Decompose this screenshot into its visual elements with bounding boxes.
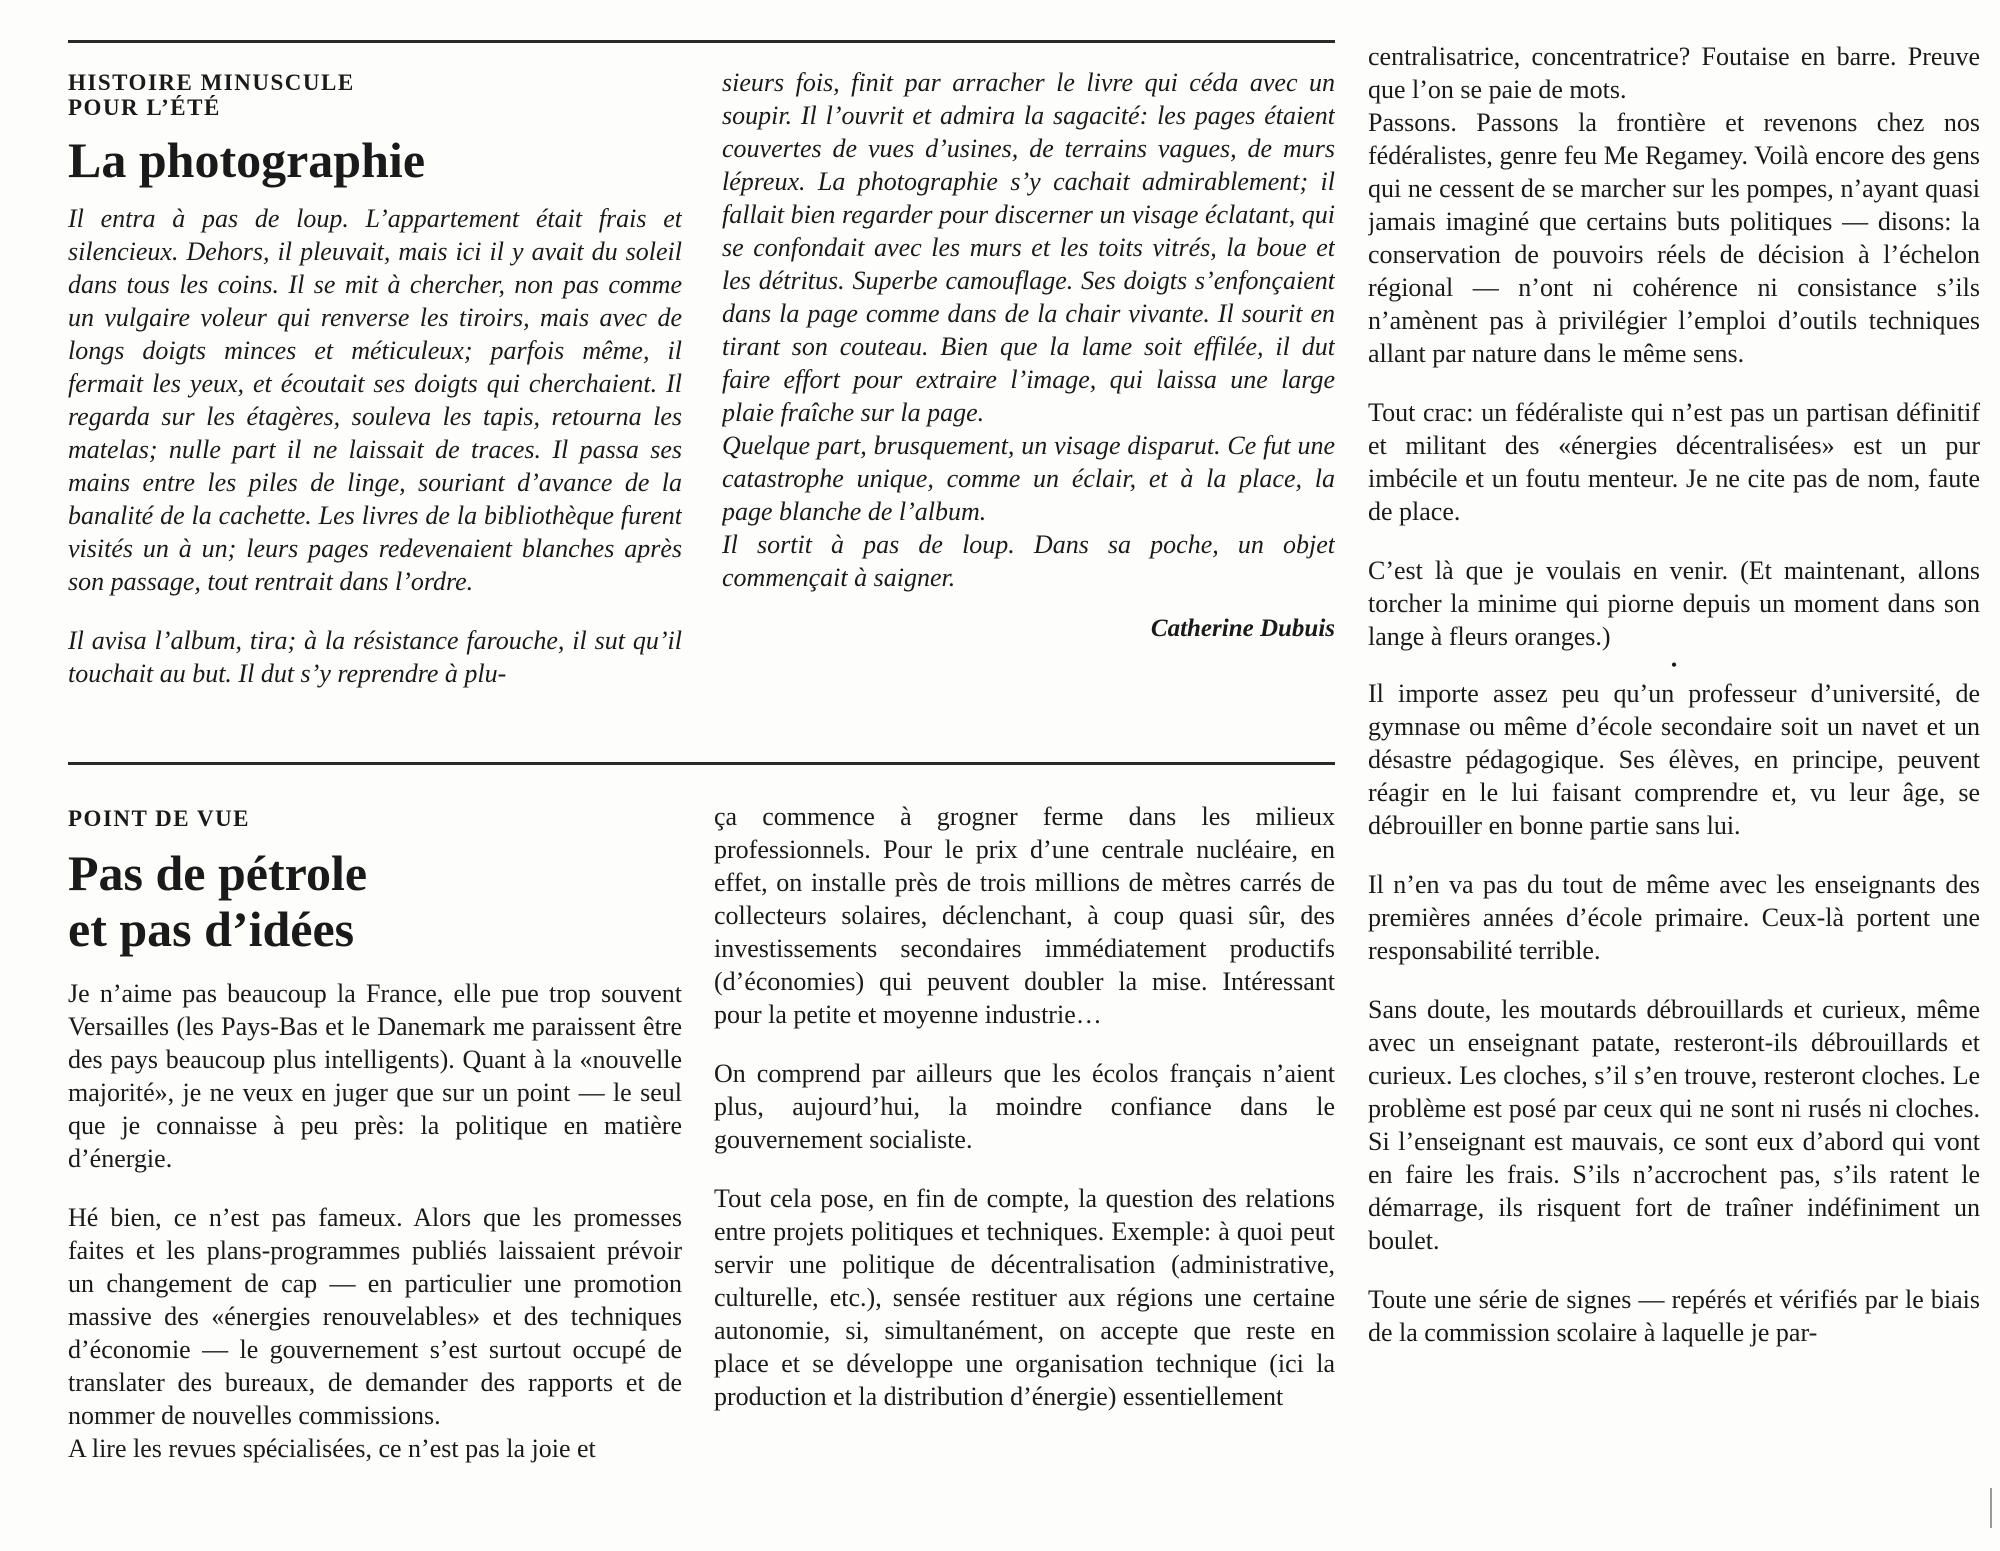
article1-col2-paragraph: Quelque part, brusquement, un visage disparut. Ce fut une catastrophe unique, comme un éclair, et à la place, la page blanche de l’album. — [722, 431, 1335, 526]
column3-paragraph: Passons. Passons la frontière et revenons chez nos fédéralistes, genre feu Me Regamey. Voilà encore des gens qui ne cessent de se marcher sur les pompes, n’ayant quasi jamais imaginé que certains buts politiques — disons: la conservation de pouvoirs réels de décision à l’échelon régional — n’ont ni cohérence ni consistance s’ils n’amènent pas à privilégier l’emploi d’outils techniques allant par nature dans le même sens. — [1368, 108, 1980, 368]
article1-col1 — [68, 70, 682, 735]
article2-col2-paragraph: Tout cela pose, en fin de compte, la question des relations entre projets politiques et techniques. Exemple: à quoi peut servir une politique de décentralisation (administrative, culturelle, etc.), sensée restituer aux régions une certaine autonomie, si, simultanément, on accepte que reste en place et se développe une organisation technique (ici la production et la distribution d’énergie) essentiellement — [714, 1184, 1335, 1411]
top-rule — [68, 40, 1335, 43]
article1-col1-paragraph: Il avisa l’album, tira; à la résistance farouche, il sut qu’il touchait au but. Il dut s’y reprendre à plu- — [68, 626, 682, 688]
margin-tick — [1990, 1488, 1992, 1528]
article1-kicker-line1: HISTOIRE MINUSCULE — [68, 70, 355, 95]
article2-title-line1: Pas de pétrole — [68, 845, 368, 901]
article2-col1-paragraph: Hé bien, ce n’est pas fameux. Alors que les promesses faites et les plans-programmes publiés laissaient prévoir un changement de cap — en particulier une promotion massive des «énergies renouvelables» et des techniques d’économie — le gouvernement s’est surtout occupé de translater des bureaux, de demander des rapports et de nommer de nouvelles commissions. — [68, 1203, 682, 1430]
column3-paragraph: Tout crac: un fédéraliste qui n’est pas un partisan définitif et militant des «énergies décentralisées» est un pur imbécile et un foutu menteur. Je ne cite pas de nom, faute de place. — [1368, 398, 1980, 526]
column3-paragraph: Sans doute, les moutards débrouillards et curieux, même avec un enseignant patate, resteront-ils débrouillards et curieux. Les cloches, s’il s’en trouve, resteront cloches. Le problème est posé par ceux qui ne sont ni rusés ni cloches. Si l’enseignant est mauvais, ce sont eux d’abord qui vont en faire les frais. S’ils n’accrochent pas, s’ils ratent le démarrage, ils risquent fort de traîner indéfiniment un boulet. — [1368, 995, 1980, 1255]
middle-rule — [68, 762, 1335, 765]
article2-col2 — [714, 800, 1335, 1496]
article1-col2-paragraph: Il sortit à pas de loup. Dans sa poche, un objet commençait à saigner. — [722, 530, 1335, 592]
section-bullet: • — [1670, 655, 1678, 675]
column3-paragraph: Il importe assez peu qu’un professeur d’université, de gymnase ou même d’école secondaire soit un navet et un désastre pédagogique. Ses élèves, en principe, peuvent réagir en le lui faisant comprendre et, vu leur âge, se débrouiller en bonne partie sans lui. — [1368, 679, 1980, 840]
article1-title: La photographie — [68, 132, 426, 188]
article2-col1-paragraph: Je n’aime pas beaucoup la France, elle pue trop souvent Versailles (les Pays-Bas et le Danemark me paraissent être des pays beaucoup plus intelligents). Quant à la «nouvelle majorité», je ne veux en juger que sur un point — le seul que je connaisse à peu près: la politique en matière d’énergie. — [68, 979, 682, 1173]
article1-col2-paragraph: sieurs fois, finit par arracher le livre qui céda avec un soupir. Il l’ouvrit et admira la sagacité: les pages étaient couvertes de vues d’usines, de terrains vagues, de murs lépreux. La photographie s’y cachait admirablement; il fallait bien regarder pour discerner un visage éclatant, qui se confondait avec les murs et les toits vitrés, la boue et les détritus. Superbe camouflage. Ses doigts s’enfonçaient dans la page comme dans de la chair vivante. Il sourit en tirant son couteau. Bien que la lame soit effilée, il dut faire effort pour extraire l’image, qui laissa une large plaie fraîche sur la page. — [722, 68, 1335, 427]
article1-signature: Catherine Dubuis — [1150, 615, 1335, 642]
column3 — [1368, 40, 1980, 1500]
article2-kicker: POINT DE VUE — [68, 806, 251, 831]
column3-paragraph: C’est là que je voulais en venir. (Et maintenant, allons torcher la minime qui piorne depuis un moment dans son lange à fleurs oranges.) — [1368, 556, 1980, 651]
article1-kicker-line2: POUR L’ÉTÉ — [68, 95, 221, 120]
article2-title-line2: et pas d’idées — [68, 901, 355, 957]
article2-col2-paragraph: ça commence à grogner ferme dans les milieux professionnels. Pour le prix d’une centrale nucléaire, en effet, on installe près de trois millions de mètres carrés de collecteurs solaires, déclenchant, à coup quasi sûr, des investissements secondaires immédiatement productifs (d’économies) qui peuvent doubler la mise. Intéressant pour la petite et moyenne industrie… — [714, 802, 1335, 1029]
article2-col1-paragraph: A lire les revues spécialisées, ce n’est pas la joie et — [68, 1434, 596, 1463]
column3-paragraph: Il n’en va pas du tout de même avec les enseignants des premières années d’école primaire. Ceux-là portent une responsabilité terrible. — [1368, 870, 1980, 965]
article1-col2 — [722, 66, 1335, 736]
article2-col2-paragraph: On comprend par ailleurs que les écolos français n’aient plus, aujourd’hui, la moindre confiance dans le gouvernement socialiste. — [714, 1059, 1335, 1154]
column3-paragraph: Toute une série de signes — repérés et vérifiés par le biais de la commission scolaire à laquelle je par- — [1368, 1285, 1980, 1347]
article2-col1 — [68, 806, 682, 1496]
column3-paragraph: centralisatrice, concentratrice? Foutaise en barre. Preuve que l’on se paie de mots. — [1368, 42, 1980, 104]
article1-col1-paragraph: Il entra à pas de loup. L’appartement était frais et silencieux. Dehors, il pleuvait, mais ici il y avait du soleil dans tous les coins. Il se mit à chercher, non pas comme un vulgaire voleur qui renverse les tiroirs, mais avec de longs doigts minces et méticuleux; parfois même, il fermait les yeux, et écoutait ses doigts qui cherchaient. Il regarda sur les étagères, souleva les tapis, retourna les matelas; nulle part il ne laissait de traces. Il passa ses mains entre les piles de linge, souriant d’avance de la banalité de la cachette. Les livres de la bibliothèque furent visités un à un; leurs pages redevenaient blanches après son passage, tout rentrait dans l’ordre. — [68, 204, 682, 596]
article2-title — [68, 845, 682, 957]
